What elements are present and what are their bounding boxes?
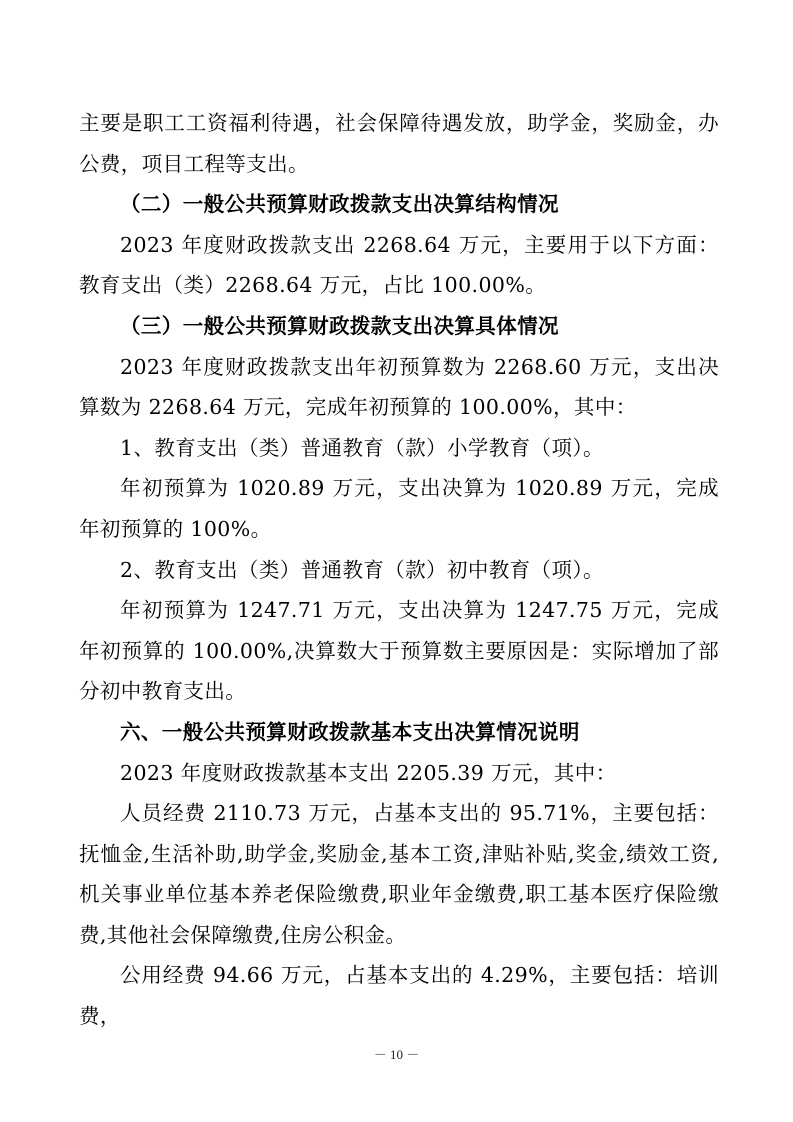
paragraph-item-1: 1、教育支出（类）普通教育（款）小学教育（项）。 bbox=[120, 435, 604, 460]
section-heading-2: （二）一般公共预算财政拨款支出决算结构情况 bbox=[120, 192, 559, 217]
section-heading-6: 六、一般公共预算财政拨款基本支出决算情况说明 bbox=[120, 719, 580, 744]
document-body bbox=[79, 103, 719, 1037]
section-heading-3: （三）一般公共预算财政拨款支出决算具体情况 bbox=[120, 313, 559, 338]
page-number: － 10 － bbox=[373, 1047, 420, 1062]
paragraph-1: 主要是职工工资福利待遇，社会保障待遇发放，助学金，奖励金，办公费，项目工程等支出。 bbox=[79, 111, 719, 176]
paragraph-basic-expenditure: 2023 年度财政拨款基本支出 2205.39 万元，其中： bbox=[120, 760, 617, 785]
paragraph-structure: 2023 年度财政拨款支出 2268.64 万元，主要用于以下方面：教育支出（类）2268.64 万元，占比 100.00%。 bbox=[79, 232, 719, 298]
paragraph-item-1-detail: 年初预算为 1020.89 万元，支出决算为 1020.89 万元，完成年初预算的 100%。 bbox=[79, 476, 719, 541]
paragraph-detail-intro: 2023 年度财政拨款支出年初预算数为 2268.60 万元，支出决算数为 2268.64 万元，完成年初预算的 100.00%，其中： bbox=[79, 354, 719, 420]
paragraph-personnel-expenses: 人员经费 2110.73 万元，占基本支出的 95.71%，主要包括：抚恤金,生活补助,助学金,奖励金,基本工资,津贴补贴,奖金,绩效工资,机关事业单位基本养老保险缴费,职业年金缴费,职工基本医疗保险缴费,其他社会保障缴费,住房公积金。 bbox=[79, 801, 719, 947]
paragraph-item-2: 2、教育支出（类）普通教育（款）初中教育（项）。 bbox=[120, 557, 604, 582]
paragraph-public-expenses: 公用经费 94.66 万元，占基本支出的 4.29%，主要包括：培训费， bbox=[79, 963, 719, 1029]
paragraph-item-2-detail: 年初预算为 1247.71 万元，支出决算为 1247.75 万元，完成年初预算的 100.00%,决算数大于预算数主要原因是：实际增加了部分初中教育支出。 bbox=[79, 598, 719, 704]
